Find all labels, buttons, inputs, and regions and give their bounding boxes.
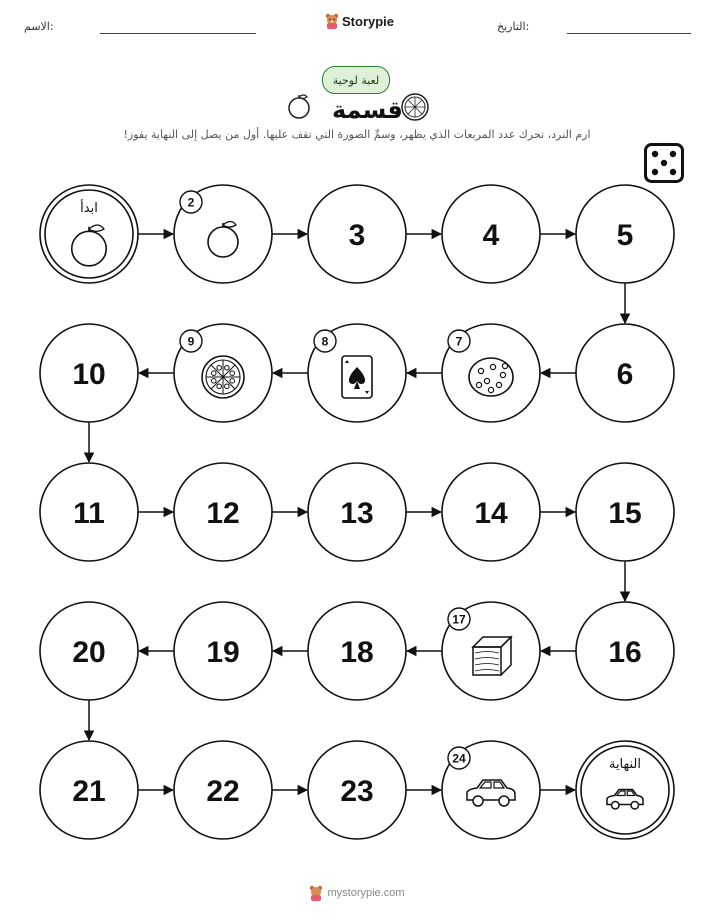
cell-number: 14 xyxy=(474,497,508,530)
board-cell-21[interactable] xyxy=(40,741,138,839)
board-cell-9[interactable] xyxy=(174,324,272,422)
bear-icon xyxy=(309,885,323,901)
page-title: قسمة xyxy=(332,96,403,124)
cell-number: 10 xyxy=(72,358,106,391)
cell-number: 11 xyxy=(73,497,105,530)
name-label: الاسم: xyxy=(24,20,54,33)
board-cell-8[interactable] xyxy=(308,324,406,422)
footer xyxy=(0,885,714,901)
cell-number: 20 xyxy=(72,636,106,669)
board-cell-10[interactable] xyxy=(40,324,138,422)
board-game-badge: لعبة لوحية xyxy=(322,66,390,94)
cell-number: 22 xyxy=(206,775,240,808)
cell-number: 18 xyxy=(340,636,374,669)
board-cell-3[interactable] xyxy=(308,185,406,283)
board-cell-7[interactable] xyxy=(442,324,540,422)
finish-label: النهاية xyxy=(608,757,642,772)
cell-number: 15 xyxy=(608,497,642,530)
board-cell-25[interactable] xyxy=(576,741,674,839)
board-cell-17[interactable] xyxy=(442,602,540,700)
board-cell-6[interactable] xyxy=(576,324,674,422)
board-cell-5[interactable] xyxy=(576,185,674,283)
cell-number: 16 xyxy=(608,636,642,669)
board-cell-18[interactable] xyxy=(308,602,406,700)
board-cell-20[interactable] xyxy=(40,602,138,700)
date-label: التاريخ: xyxy=(497,20,530,33)
cell-number: 4 xyxy=(482,219,500,252)
board-cell-11[interactable] xyxy=(40,463,138,561)
board-cell-2[interactable] xyxy=(174,185,272,283)
board-cell-1[interactable] xyxy=(40,185,138,283)
cell-number: 13 xyxy=(340,497,374,530)
board-cell-16[interactable] xyxy=(576,602,674,700)
cell-number: 5 xyxy=(616,219,634,252)
cell-number: 2 xyxy=(187,195,195,210)
board-cell-12[interactable] xyxy=(174,463,272,561)
cell-number: 6 xyxy=(616,358,634,391)
footer-url: mystorypie.com xyxy=(327,887,405,899)
board-cell-4[interactable] xyxy=(442,185,540,283)
instructions: ارم النرد، تحرك عدد المربعات الذي يظهر، وسمِّ الصورة التي تقف عليها. أول من يصل إلى النهاية يفوز! xyxy=(123,128,591,141)
cell-number: 21 xyxy=(72,775,106,808)
cell-number: 3 xyxy=(348,219,366,252)
logo-text: Storypie xyxy=(342,13,395,29)
cell-number: 12 xyxy=(206,497,240,530)
cell-number: 8 xyxy=(321,334,329,349)
cell-number: 7 xyxy=(455,334,463,349)
cell-number: 24 xyxy=(452,751,466,766)
cell-number: 17 xyxy=(452,612,466,627)
cell-number: 23 xyxy=(340,775,374,808)
pizza-icon xyxy=(202,356,244,398)
cell-number: 9 xyxy=(187,334,195,349)
board-cell-14[interactable] xyxy=(442,463,540,561)
playing-card-icon xyxy=(342,356,372,398)
start-label: ابدأ xyxy=(80,201,98,216)
board-cell-15[interactable] xyxy=(576,463,674,561)
board-cell-24[interactable] xyxy=(442,741,540,839)
board-cell-13[interactable] xyxy=(308,463,406,561)
board-cell-19[interactable] xyxy=(174,602,272,700)
board-cell-22[interactable] xyxy=(174,741,272,839)
board-cell-23[interactable] xyxy=(308,741,406,839)
cell-number: 19 xyxy=(206,636,240,669)
